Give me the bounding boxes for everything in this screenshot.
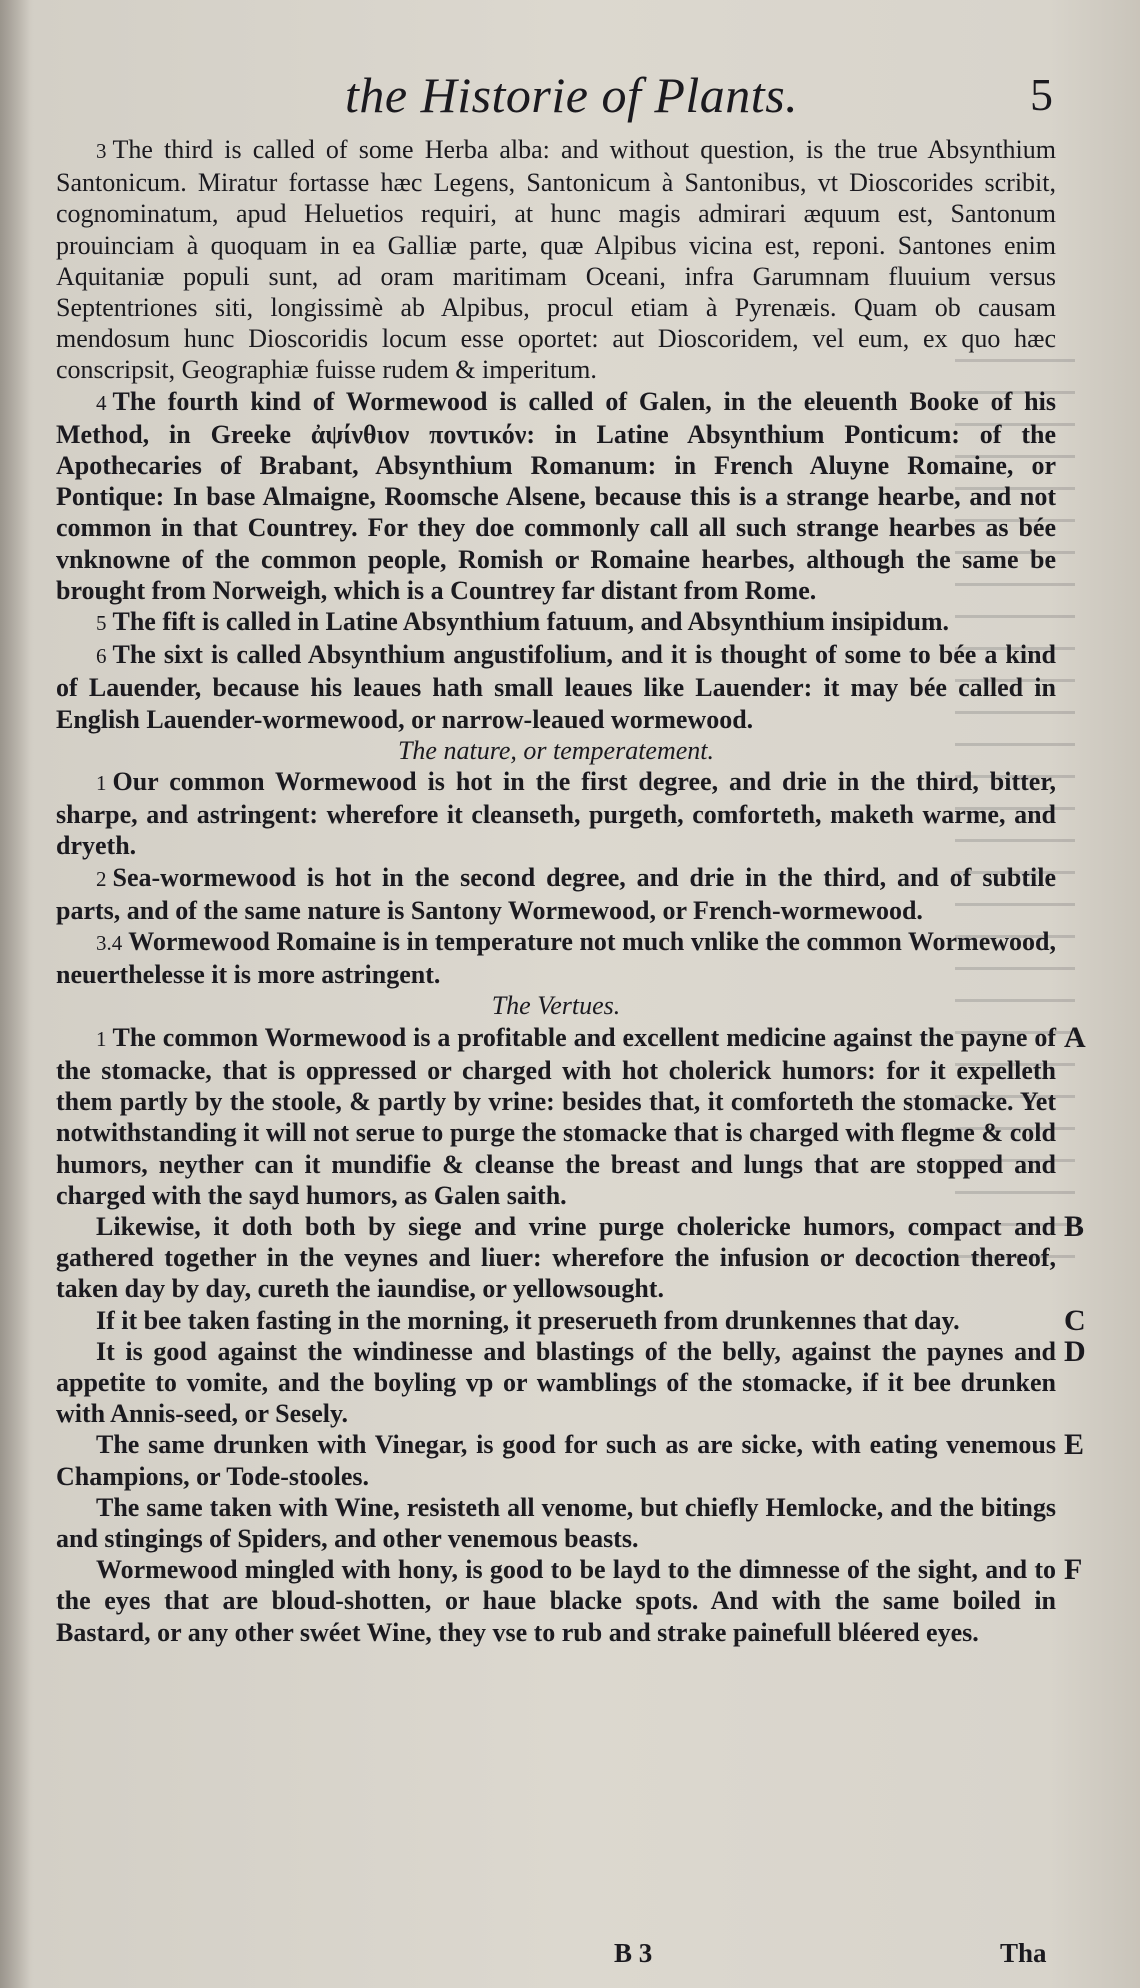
paragraph-text: Likewise, it doth both by siege and vrine purge cholericke humors, compact and gathered together in the veynes and liuer: wherefore the infusion or decoction thereof, taken day by day, cureth the iaundise, or yellowsought. [56,1211,1056,1304]
vertues-paragraph-a [56,1020,1086,1211]
paragraph-text: Wormewood Romaine is in temperature not much vnlike the common Wormewood, neuerthelesse it is more astringent. [56,927,1056,990]
section-heading-nature: The nature, or temperatement. [397,735,715,765]
margin-letter: C [1064,1303,1086,1337]
paragraph-text: The same drunken with Vinegar, is good for such as are sicke, with eating venemous Champions, or Tode-stooles. [56,1430,1056,1491]
paragraph-name-4 [56,386,1056,606]
margin-letter: D [1064,1334,1086,1368]
paragraph-number: 5 [96,611,107,636]
margin-letter: E [1064,1428,1085,1462]
page-number: 5 [1030,69,1053,120]
paragraph-number: 3.4 [96,931,123,956]
paragraph-text: The fourth kind of Wormewood is called of Galen, in the eleuenth Booke of his Method, in Greeke ἀψίνθιον ποντικόν: in Latine Absynthium Ponticum: of the Apothecaries of Brabant, Absynthium Romanum: in French Aluyne Romaine, or Pontique: In base Almaigne, Roomsche Alsene, because this is a strange hearbe, and not common in that Countrey. For they doe commonly call all such strange hearbes as bée vnknowne of the common people, Romish or Romaine hearbes, although the same be brought from Norweigh, which is a Countrey far distant from Rome. [56,386,1056,605]
paragraph-text: Wormewood mingled with hony, is good to be layd to the dimnesse of the sight, and to the eyes that are bloud-shotten, or haue blacke spots. And with the same boiled in Bastard, or any other swéet Wine, they vse to rub and strake painefull bléered eyes. [56,1555,1056,1647]
page-header [0,56,1140,136]
margin-letter: B [1064,1209,1085,1243]
vertues-paragraph-f [56,1553,1083,1648]
paragraph-number: 1 [96,771,107,796]
paragraph-number: 6 [96,644,107,669]
paragraph-text: The sixt is called Absynthium angustifolium, and it is thought of some to bée a kind of Lauender, because his leaues hath small leaues like Lauender: it may bée called in English Lauender-wormewood, or narrow-leaued wormewood. [56,640,1056,734]
paragraph-text: The fift is called in Latine Absynthium fatuum, and Absynthium insipidum. [112,607,950,637]
paragraph-number: 4 [96,390,107,415]
paragraph-text: If it bee taken fasting in the morning, it preserueth from drunkennes that day. [96,1305,960,1335]
paragraph-text: The same taken with Wine, resisteth all venome, but chiefly Hemlocke, and the bitings and stingings of Spiders, and other venemous beasts. [56,1492,1056,1553]
vertues-paragraph-e [56,1428,1085,1491]
nature-paragraph-2 [56,862,1056,926]
paragraph-number: 3 [96,139,107,163]
paragraph-number: 2 [96,866,107,891]
paragraph-text: It is good against the windinesse and blastings of the belly, against the paynes and appetite to vomite, and the boyling vp or wamblings of the stomacke, if it bee drunken with Annis-seed, or Sesely. [56,1336,1056,1429]
margin-letter: A [1064,1020,1086,1054]
paragraph-text: Sea-wormewood is hot in the second degree, and drie in the third, and of subtile parts, and of the same nature is Santony Wormewood, or French-wormewood. [56,862,1056,925]
running-title: the Historie of Plants. [345,67,799,123]
paragraph-text: The common Wormewood is a profitable and excellent medicine against the payne of the stomacke, that is oppressed or charged with hot cholerick humors: for it expelleth them partly by the stoole, & partly by vrine: besides that, it comforteth the stomacke. Yet notwithstanding it will not serue to purge the stomacke that is charged with flegme & cold humors, neyther can it mundifie & cleanse the breast and lungs that are stopped and charged with the sayd humors, as Galen saith. [56,1022,1056,1210]
paragraph-name-3 [56,134,1056,386]
vertues-paragraph-c [56,1303,1086,1337]
gutter-shadow [0,0,30,1988]
vertues-paragraph-wine [56,1492,1056,1554]
vertues-paragraph-d [56,1334,1086,1430]
nature-paragraph-3-4 [56,926,1056,990]
paragraph-number: 1 [96,1026,107,1051]
paragraph-name-6 [56,639,1056,735]
page-body [56,134,1086,1648]
section-heading-vertues: The Vertues. [491,991,621,1021]
vertues-paragraph-b [56,1209,1085,1305]
catchword: Tha [1000,1938,1047,1968]
paragraph-name-5 [56,606,1056,639]
page-footer [0,1938,1140,1978]
paragraph-text: Our common Wormewood is hot in the first degree, and drie in the third, bitter, sharpe, and astringent: wherefore it cleanseth, purgeth, comforteth, maketh warme, and dryeth. [56,767,1056,861]
nature-paragraph-1 [56,766,1056,862]
signature-mark: B 3 [614,1938,653,1968]
margin-letter: F [1064,1553,1083,1587]
paragraph-text: The third is called of some Herba alba: and without question, is the true Absynthium Santonicum. Miratur fortasse hæc Legens, Santonicum à Santonibus, vt Dioscorides scribit, cognominatum, apud Heluetios requiri, at hunc magis admirari æquum est, Santonum prouinciam à quoquam in ea Galliæ parte, quæ Alpibus vicina est, reponi. Santones enim Aquitaniæ populi sunt, ad oram maritimam Oceani, infra Garumnam fluuium versus Septentriones siti, longissimè ab Alpibus, procul etiam à Pyrenæis. Quam ob causam mendosum hunc Dioscoridis locum esse oportet: aut Dioscoridem, vel eum, ex quo hæc conscripsit, Geographiæ fuisse rudem & imperitum. [56,135,1056,385]
